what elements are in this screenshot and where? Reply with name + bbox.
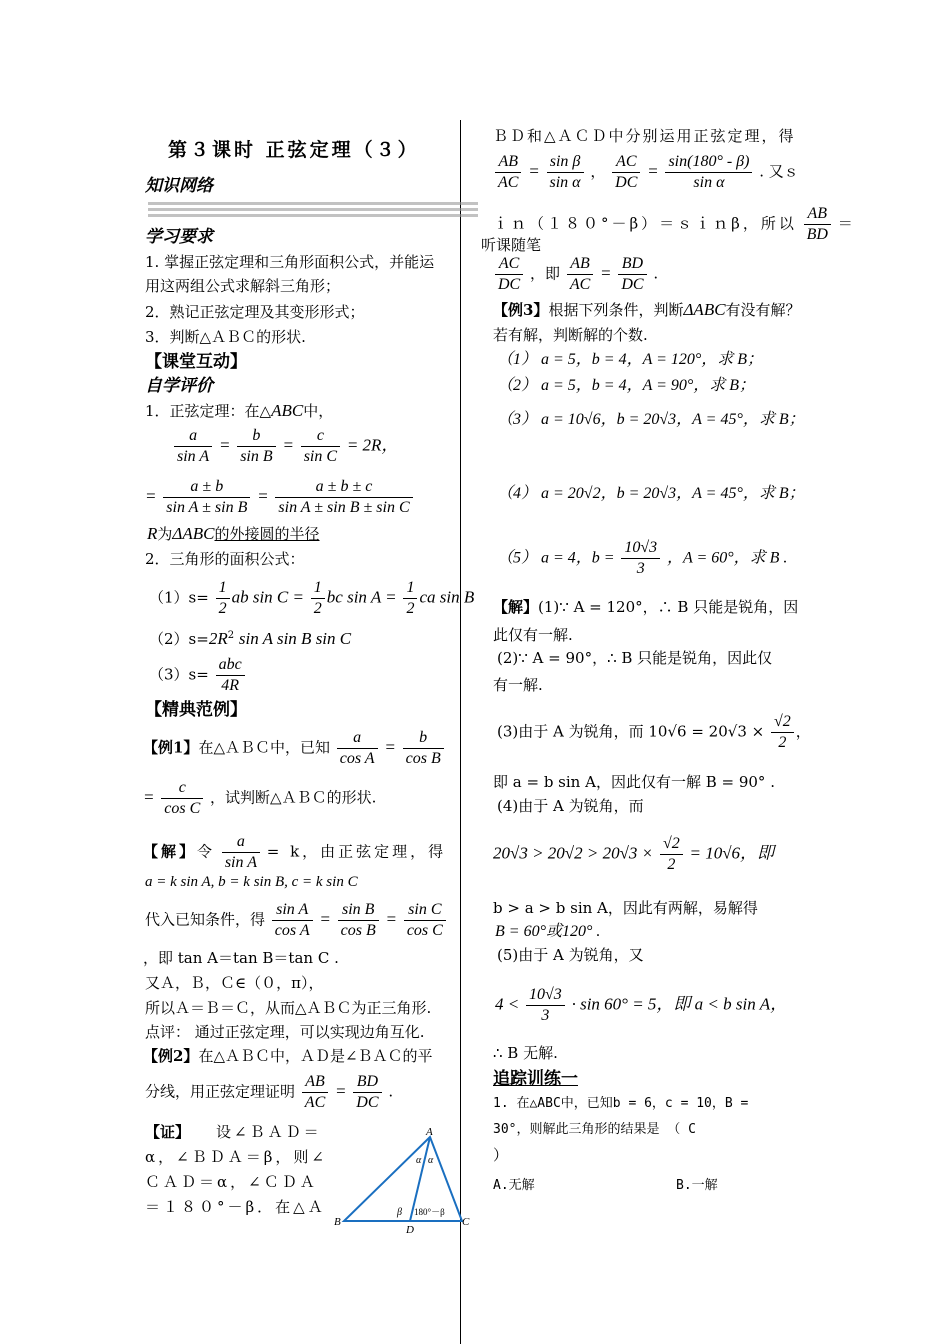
vertex-b-label: B [334,1216,341,1228]
practice-1-statement-cont: 30°，则解此三角形的结果是 （ C [493,1122,696,1137]
triangle-figure [330,1125,470,1240]
solution-3-part-4: (4)由于 A 为锐角，而 [497,797,644,815]
sine-law-ratio-formula: = $\frac{a \pm b}{\text{sin A ± sin B}}$ = $\frac{a \pm b \pm c}{\text{sin A ± sin B ± sin C}}$ [145,477,415,518]
solution-1-line-1: 【解】令 $\frac{a}{\text{sin A}}$ = k，由正弦定理，得 [143,833,447,871]
angle-alpha-left: α [416,1155,422,1166]
solution-1-conclusion: 所以Ａ＝Ｂ＝Ｃ，从而△ＡＢＣ为正三角形. [145,999,432,1017]
solution-3-part-1-cont: 此仅有一解. [493,626,573,644]
req-line-2: 2．熟记正弦定理及其变形形式； [145,303,365,321]
vertex-d-label: D [406,1224,414,1236]
practice-1-statement: 1. 在△ABC中，已知b = 6，c = 10，B = [493,1096,749,1111]
solution-1-range: 又Ａ，Ｂ，Ｃ∈（０，π）， [145,974,324,992]
req-line-3: 3．判断△ＡＢＣ的形状. [145,328,306,346]
solution-3-part-5-inequality: 4 < $\frac{10√3}{3}$ · sin 60° = 5，即 a < b sin A， [495,986,788,1024]
example-3-case-2: （2） a = 5，b = 4，A = 90°，求 B； [497,377,756,394]
example-1-statement-cont: = $\frac{c}{\text{cos C}}$ ，试判断△ＡＢＣ的形状. [143,779,377,817]
section-examples: 【精典范例】 [145,700,247,720]
req-line-1b: 用这两组公式求解斜三角形； [145,277,341,295]
example-3-statement-cont: 若有解，判断解的个数. [493,326,648,344]
area-formula-2: $(2)s=2R^2$ sin A sin B sin C [149,629,352,648]
section-requirements: 学习要求 [145,227,213,247]
practice-1-bracket-close: ） [493,1146,509,1164]
example-2-statement: 【例2】在△ＡＢＣ中，ＡＤ是∠ＢＡＣ的平 [143,1047,433,1065]
proof-cont-line-3: ｉｎ（１８０°－β）＝ｓｉｎβ，所以 $\frac{AB}{BD}$ ＝ [493,205,853,243]
practice-1-option-b: B.一解 [676,1178,718,1193]
vertex-a-label: A [426,1126,433,1138]
page-title: 第３课时 正弦定理（３） [168,139,420,161]
solution-1-tan: ，即 tan A＝tan B＝tan C . [143,949,339,967]
example-3-case-4: （4） a = 20√2，b = 20√3，A = 45°，求 B； [497,485,805,502]
solution-3-part-3: (3)由于 A 为锐角，而 10√6 = 20√3 × $\frac{√2}{2}$ ， [497,713,811,751]
example-3-case-5: （5） a = 4，b = $\frac{10√3}{3}$ ，A = 60°，求 B . [497,539,788,577]
solution-3-part-4-result: B = 60°或120° . [495,923,601,940]
faded-overlap-text [148,199,478,223]
area-formula-intro: 2．三角形的面积公式： [145,550,305,568]
area-formula-3: （3）s= $\frac{\text{abc}}{4R}$ [149,655,247,696]
solution-1-equation: a = k sin A, b = k sin B, c = k sin C [145,874,358,890]
angle-beta-label: β [397,1207,402,1218]
solution-3-part-5-conclusion: ∴ B 无解. [493,1044,558,1062]
section-self-evaluation: 自学评价 [145,376,213,396]
example-3-statement: 【例3】根据下列条件，判断ΔABC有没有解？ [493,300,801,319]
solution-3-part-4-inequality: 20√3 > 20√2 > 20√3 × $\frac{√2}{2}$ = 10√6，即 [493,835,775,873]
vertex-c-label: C [462,1216,470,1228]
solution-3-part-1: 【解】(1)∵ A = 120°，∴ B 只能是锐角，因 [493,598,799,616]
proof-cont-line-1: ＢＤ和△ＡＣＤ中分别运用正弦定理，得 [493,127,796,145]
sine-law-intro: 1．正弦定理：在△ABC中， [145,401,334,420]
margin-note-listening: 听课随笔 [481,236,542,254]
proof-line-3: ＣＡＤ＝α，∠ＣＤＡ [145,1173,318,1191]
req-line-1a: 1. 掌握正弦定理和三角形面积公式，并能运 [145,253,435,271]
example-3-case-1: （1） a = 5，b = 4，A = 120°，求 B； [497,351,764,368]
section-tracking-practice: 追踪训练一 [493,1069,578,1089]
example-1-statement: 【例1】在△ＡＢＣ中，已知 $\frac{a}{\text{cos A}}$ = $\frac{b}{\text{cos B}}$ [143,728,446,769]
proof-cont-conclusion: $\frac{AC}{DC}$ ，即 $\frac{AB}{AC}$ = $\frac{BD}{DC}$ . [493,254,658,295]
angle-alpha-right: α [428,1155,434,1166]
proof-line-1: 【证】 设∠ＢＡＤ＝ [145,1123,322,1141]
circumradius-note: R为ΔABC的外接圆的半径 [147,524,320,543]
proof-line-4: ＝１８０°－β．在△Ａ [145,1198,326,1216]
proof-line-2: α，∠ＢＤＡ＝β，则∠ [145,1148,327,1166]
section-class-interaction: 【课堂互动】 [145,352,247,372]
angle-180-minus-beta-label: 180°－β [414,1207,445,1217]
solution-1-substitution: 代入已知条件，得 $\frac{\text{sin A}}{\text{cos A}}$ = $\frac{\text{sin B}}{\text{cos B}}$ = $\frac{\text{sin C}}{\text{cos C}}$ [145,900,448,941]
solution-3-part-2-cont: 有一解. [493,676,543,694]
solution-1-remark: 点评： 通过正弦定理，可以实现边角互化. [145,1023,425,1041]
solution-3-part-2: (2)∵ A = 90°，∴ B 只能是锐角，因此仅 [497,649,773,667]
example-2-statement-cont: 分线，用正弦定理证明 $\frac{AB}{AC}$ = $\frac{BD}{DC}$ . [145,1073,394,1111]
section-knowledge-network: 知识网络 [145,176,213,196]
area-formula-1: （1）s= $\frac{1}{2}$ ab sin C = $\frac{1}{2}$ bc sin A = $\frac{1}{2}$ ca sin B [149,579,475,617]
solution-3-part-5: (5)由于 A 为锐角，又 [497,946,644,964]
sine-law-formula: $\frac{a}{\text{sin A}}$ = $\frac{b}{\text{sin B}}$ = $\frac{c}{\text{sin C}}$ = 2R， [172,426,398,467]
solution-3-part-3-cont: 即 a = b sin A，因此仅有一解 B = 90° . [493,773,775,791]
practice-1-option-a: A.无解 [493,1178,535,1193]
example-3-case-3: （3） a = 10√6，b = 20√3，A = 45°，求 B； [497,411,805,428]
proof-cont-sine-ratios: $\frac{AB}{AC}$ = $\frac{\text{sin β}}{\text{sin α}}$ ， $\frac{AC}{DC}$ = $\frac{\sin(180^\circ - \beta)}{\text{sin α}}$ . 又ｓ [493,152,799,193]
solution-3-part-4-two-solutions: b > a > b sin A，因此有两解，易解得 [493,899,758,917]
